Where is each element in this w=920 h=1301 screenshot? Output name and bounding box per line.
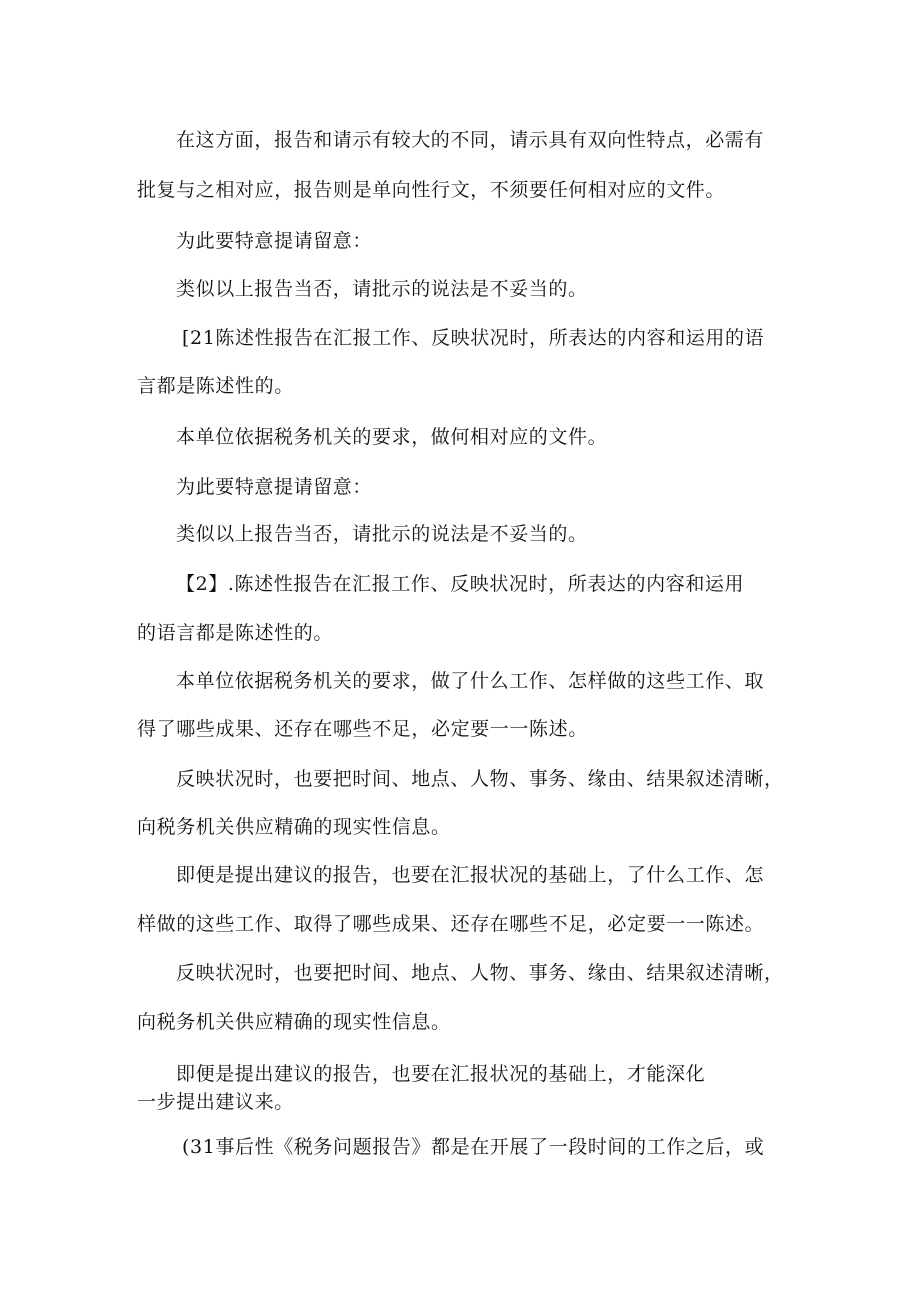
text-line: 为此要特意提请留意： <box>176 230 373 252</box>
text-line: 向税务机关供应精确的现实性信息。 <box>137 1011 451 1033</box>
text-line: 在这方面，报告和请示有较大的不同，请示具有双向性特点，必需有 <box>176 129 765 151</box>
text-line: 得了哪些成果、还存在哪些不足，必定要一一陈述。 <box>137 718 588 740</box>
text-line: 反映状况时，也要把时间、地点、人物、事务、缘由、结果叙述清晰， <box>176 962 784 984</box>
text-line: 即便是提出建议的报告，也要在汇报状况的基础上，才能深化 <box>176 1063 706 1085</box>
text-line: 的语言都是陈述性的。 <box>137 622 334 644</box>
text-line: 样做的这些工作、取得了哪些成果、还存在哪些不足，必定要一一陈述。 <box>137 913 765 935</box>
text-line: 类似以上报告当否，请批示的说法是不妥当的。 <box>176 523 588 545</box>
text-line: 即便是提出建议的报告，也要在汇报状况的基础上，了什么工作、怎 <box>176 864 765 886</box>
text-line: 本单位依据税务机关的要求，做何相对应的文件。 <box>176 426 608 448</box>
text-line: 言都是陈述性的。 <box>137 375 294 397</box>
text-line: 一步提出建议来。 <box>137 1091 294 1113</box>
text-line: 反映状况时，也要把时间、地点、人物、事务、缘由、结果叙述清晰， <box>176 768 784 790</box>
text-line: 为此要特意提请留意： <box>176 476 373 498</box>
text-line: 批复与之相对应，报告则是单向性行文，不须要任何相对应的文件。 <box>137 179 726 201</box>
text-line: 【2】.陈述性报告在汇报工作、反映状况时，所表达的内容和运用 <box>176 573 745 595</box>
text-line: (31事后性《税务问题报告》都是在开展了一段时间的工作之后，或 <box>182 1136 765 1158</box>
text-line: [21陈述性报告在汇报工作、反映状况时，所表达的内容和运用的语 <box>182 327 765 349</box>
text-line: 类似以上报告当否，请批示的说法是不妥当的。 <box>176 278 588 300</box>
text-line: 本单位依据税务机关的要求，做了什么工作、怎样做的这些工作、取 <box>176 670 765 692</box>
text-line: 向税务机关供应精确的现实性信息。 <box>137 816 451 838</box>
